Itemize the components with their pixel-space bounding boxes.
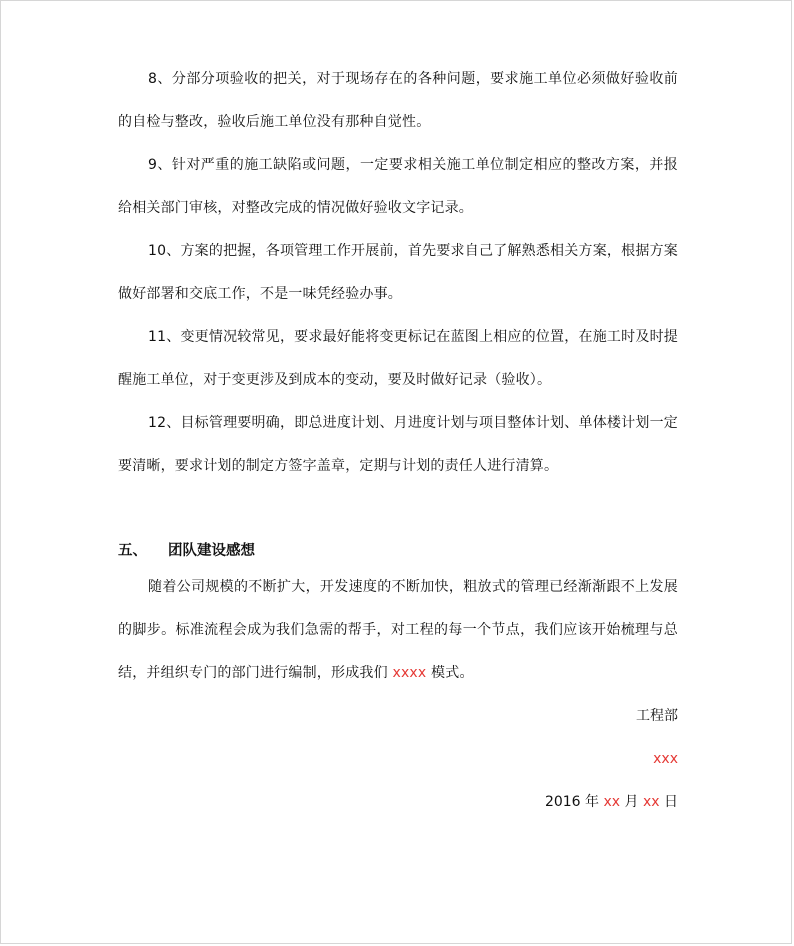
section-number: 五、 [118, 543, 147, 559]
section-heading [118, 536, 678, 566]
paragraph-item-10: 10、方案的把握，各项管理工作开展前，首先要求自己了解熟悉相关方案，根据方案做好部署和交底工作，不是一味凭经验办事。 [118, 243, 678, 302]
signature-date [118, 781, 678, 824]
section-body [118, 566, 678, 695]
date-month-unit: 月 [620, 794, 643, 810]
placeholder-mode-name: xxxx [392, 665, 427, 681]
signature-department: 工程部 [636, 708, 678, 724]
date-month: xx [603, 794, 621, 810]
section-paragraph [118, 566, 678, 695]
date-day-unit: 日 [659, 794, 678, 810]
paragraph-item-12: 12、目标管理要明确，即总进度计划、月进度计划与项目整体计划、单体楼计划一定要清晰，要求计划的制定方签字盖章，定期与计划的责任人进行清算。 [118, 415, 678, 474]
paragraph-item-11: 11、变更情况较常见，要求最好能将变更标记在蓝图上相应的位置，在施工时及时提醒施工单位，对于变更涉及到成本的变动，要及时做好记录（验收）。 [118, 329, 678, 388]
document-content [118, 58, 678, 824]
section-paragraph-end: 模式。 [426, 665, 474, 681]
signature-name: xxx [653, 751, 678, 767]
date-year: 2016 [544, 794, 581, 810]
paragraph-item-9: 9、针对严重的施工缺陷或问题，一定要求相关施工单位制定相应的整改方案，并报给相关部门审核，对整改完成的情况做好验收文字记录。 [118, 157, 678, 216]
section-title: 团队建设感想 [168, 543, 255, 559]
date-day: xx [642, 794, 660, 810]
section-paragraph-text: 随着公司规模的不断扩大，开发速度的不断加快，粗放式的管理已经渐渐跟不上发展的脚步。标准流程会成为我们急需的帮手，对工程的每一个节点，我们应该开始梳理与总结，并组织专门的部门进行编制，形成我们 [118, 579, 678, 681]
date-year-unit: 年 [580, 794, 604, 810]
paragraph-item-8: 8、分部分项验收的把关，对于现场存在的各种问题，要求施工单位必须做好验收前的自检与整改，验收后施工单位没有那种自觉性。 [118, 71, 678, 130]
